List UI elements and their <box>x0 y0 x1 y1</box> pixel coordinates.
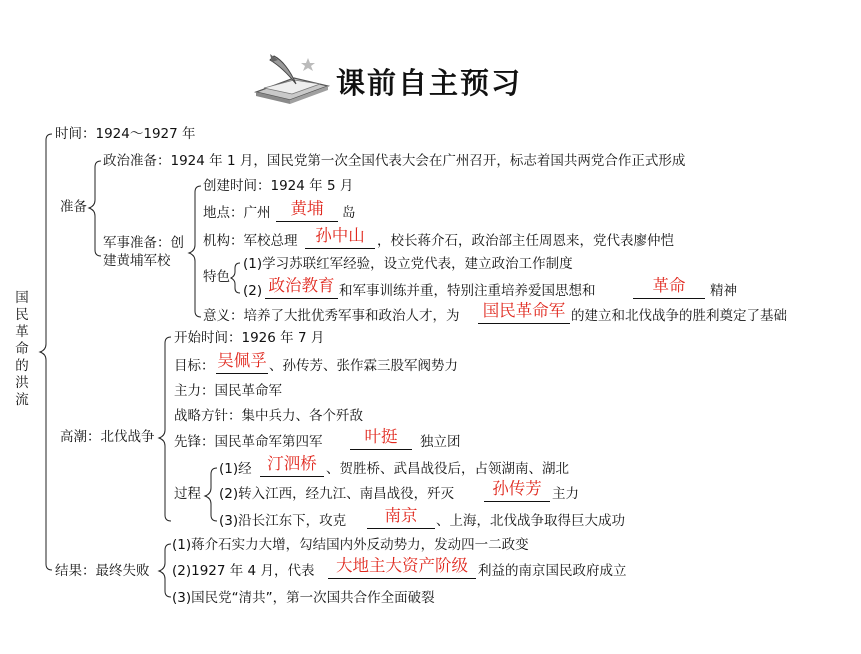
result-2-answer: 大地主大资产阶级 <box>336 556 468 575</box>
process-1-blank <box>260 454 324 477</box>
vanguard-prefix: 先锋：国民革命军第四军 <box>174 434 323 450</box>
process-3-prefix: (3)沿长江东下，攻克 <box>219 513 347 529</box>
start-time: 开始时间：1926 年 7 月 <box>174 330 325 346</box>
result-1: (1)蒋介石实力大增，勾结国内外反动势力，发动四一二政变 <box>172 537 529 553</box>
org-blank <box>305 226 375 249</box>
strategy: 战略方针：集中兵力、各个歼敌 <box>174 408 363 424</box>
process-3-blank <box>367 506 435 529</box>
process-3-suffix: 、上海，北伐战争取得巨大成功 <box>436 513 625 529</box>
process-2-suffix: 主力 <box>552 486 579 502</box>
result-3: (3)国民党“清共”，第一次国共合作全面破裂 <box>172 590 435 606</box>
location-answer: 黄埔 <box>290 199 324 218</box>
climax-label: 高潮：北伐战争 <box>60 429 155 445</box>
feature-2-answer-1: 政治教育 <box>268 276 335 295</box>
main-force: 主力：国民革命军 <box>174 383 282 399</box>
feature-2-blank-2 <box>633 276 705 299</box>
location-suffix: 岛 <box>342 205 356 221</box>
target-prefix: 目标： <box>174 358 215 374</box>
org-prefix: 机构：军校总理 <box>203 233 298 249</box>
time-range: 时间：1924～1927 年 <box>55 126 196 142</box>
process-2-answer: 孙传芳 <box>492 479 542 498</box>
feature-2-middle: 和军事训练并重，特别注重培养爱国思想和 <box>339 283 596 299</box>
prep-label: 准备 <box>60 199 87 215</box>
process-1-answer: 汀泗桥 <box>267 454 317 473</box>
target-suffix: 、孙传芳、张作霖三股军阀势力 <box>269 358 458 374</box>
vanguard-answer: 叶挺 <box>364 427 398 446</box>
process-1-suffix: 、贺胜桥、武昌战役后，占领湖南、湖北 <box>326 461 569 477</box>
vanguard-blank <box>350 427 412 450</box>
meaning-answer: 国民革命军 <box>482 301 566 320</box>
process-label: 过程 <box>174 486 201 502</box>
meaning-suffix: 的建立和北伐战争的胜利奠定了基础 <box>571 308 787 324</box>
feature-1: (1)学习苏联红军经验，设立党代表，建立政治工作制度 <box>243 256 573 272</box>
result-2-prefix: (2)1927 年 4 月，代表 <box>172 563 315 579</box>
feature-2-answer-2: 革命 <box>652 276 686 295</box>
location-blank <box>276 199 338 222</box>
vanguard-suffix: 独立团 <box>420 434 461 450</box>
page-title: 课前自主预习 <box>336 66 523 100</box>
result-2-suffix: 利益的南京国民政府成立 <box>478 563 627 579</box>
process-2-prefix: (2)转入江西，经九江、南昌战役，歼灭 <box>219 486 455 502</box>
root-topic: 国民革命的洪流 <box>15 290 29 408</box>
process-2-blank <box>484 479 550 502</box>
result-label: 结果：最终失败 <box>55 563 150 579</box>
military-prep-label-2: 建黄埔军校 <box>103 253 171 269</box>
military-prep-label-1: 军事准备：创 <box>103 235 184 251</box>
target-blank <box>216 351 268 374</box>
org-answer: 孙中山 <box>315 226 365 245</box>
founded-time: 创建时间：1924 年 5 月 <box>203 178 354 194</box>
process-1-prefix: (1)经 <box>219 461 252 477</box>
feature-label: 特色 <box>203 269 230 285</box>
process-3-answer: 南京 <box>384 506 418 525</box>
feature-2-prefix: (2) <box>243 283 263 299</box>
result-2-blank <box>328 556 476 579</box>
org-suffix: ，校长蒋介石，政治部主任周恩来，党代表廖仲恺 <box>377 233 674 249</box>
political-prep: 政治准备：1924 年 1 月，国民党第一次全国代表大会在广州召开，标志着国共两党合作正式形成 <box>103 153 686 169</box>
meaning-blank <box>478 301 570 324</box>
feature-2-suffix: 精神 <box>710 283 737 299</box>
meaning-prefix: 意义：培养了大批优秀军事和政治人才，为 <box>203 308 460 324</box>
feature-2-blank-1 <box>265 276 338 299</box>
location-prefix: 地点：广州 <box>203 205 271 221</box>
target-answer: 吴佩孚 <box>217 351 267 370</box>
